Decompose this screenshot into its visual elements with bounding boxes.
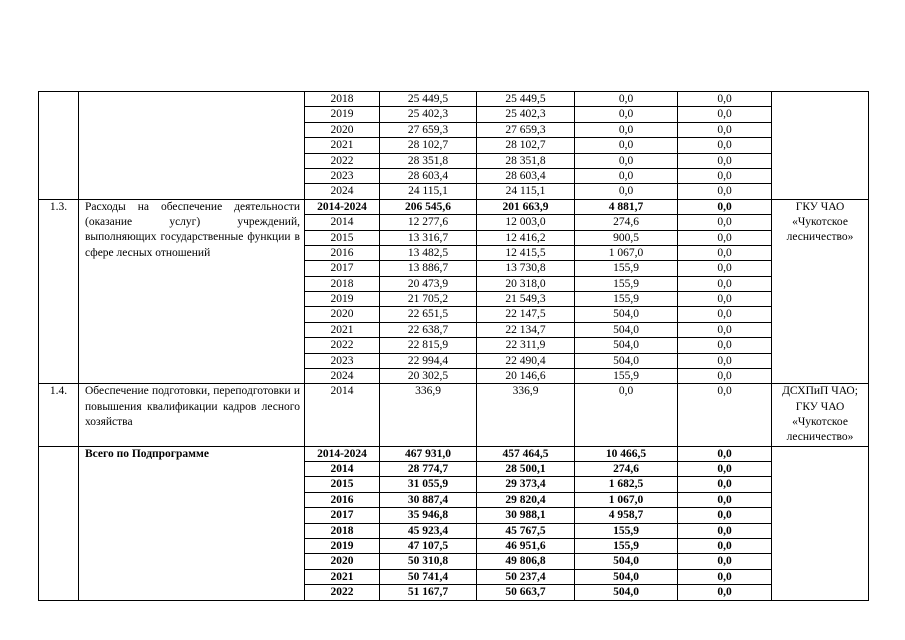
table-row (39, 92, 869, 107)
responsible-cell: ДСХПиП ЧАО; ГКУ ЧАО «Чукотское лесничество» (772, 384, 869, 446)
federal-budget-cell: 155,9 (575, 523, 678, 538)
other-sources-cell: 0,0 (678, 261, 772, 276)
total-cell: 25 402,3 (380, 107, 477, 122)
total-cell: 13 482,5 (380, 245, 477, 260)
district-budget-cell: 29 373,4 (477, 477, 575, 492)
summary-row (39, 446, 869, 461)
year-cell: 2016 (305, 245, 380, 260)
district-budget-cell: 50 663,7 (477, 585, 575, 600)
other-sources-cell: 0,0 (678, 122, 772, 137)
district-budget-cell: 27 659,3 (477, 122, 575, 137)
budget-table (38, 91, 869, 601)
district-budget-cell: 22 147,5 (477, 307, 575, 322)
year-cell: 2022 (305, 338, 380, 353)
other-sources-cell: 0,0 (678, 477, 772, 492)
item-name-cell: Обеспечение подготовки, переподготовки и повышения квалификации кадров лесного хозяйства (79, 384, 305, 446)
district-budget-cell: 22 134,7 (477, 322, 575, 337)
other-sources-cell: 0,0 (678, 554, 772, 569)
other-sources-cell: 0,0 (678, 508, 772, 523)
total-cell: 20 473,9 (380, 276, 477, 291)
total-cell: 27 659,3 (380, 122, 477, 137)
year-cell: 2021 (305, 322, 380, 337)
district-budget-cell: 201 663,9 (477, 199, 575, 214)
federal-budget-cell: 1 067,0 (575, 492, 678, 507)
federal-budget-cell: 0,0 (575, 168, 678, 183)
total-cell: 45 923,4 (380, 523, 477, 538)
total-cell: 13 886,7 (380, 261, 477, 276)
responsible-cell (772, 446, 869, 600)
federal-budget-cell: 504,0 (575, 322, 678, 337)
district-budget-cell: 22 490,4 (477, 353, 575, 368)
district-budget-cell: 12 003,0 (477, 215, 575, 230)
other-sources-cell: 0,0 (678, 107, 772, 122)
total-cell: 12 277,6 (380, 215, 477, 230)
federal-budget-cell: 155,9 (575, 292, 678, 307)
total-cell: 47 107,5 (380, 538, 477, 553)
total-cell: 22 651,5 (380, 307, 477, 322)
federal-budget-cell: 0,0 (575, 92, 678, 107)
year-cell: 2019 (305, 292, 380, 307)
federal-budget-cell: 504,0 (575, 569, 678, 584)
district-budget-cell: 28 603,4 (477, 168, 575, 183)
table-row (39, 384, 869, 446)
district-budget-cell: 50 237,4 (477, 569, 575, 584)
federal-budget-cell: 900,5 (575, 230, 678, 245)
district-budget-cell: 24 115,1 (477, 184, 575, 199)
year-cell: 2014-2024 (305, 446, 380, 461)
federal-budget-cell: 504,0 (575, 307, 678, 322)
year-cell: 2023 (305, 168, 380, 183)
item-name-cell: Расходы на обеспечение деятельности (оказание услуг) учреждений, выполняющих государственные функции в сфере лесных отношений (79, 199, 305, 384)
federal-budget-cell: 0,0 (575, 184, 678, 199)
other-sources-cell: 0,0 (678, 92, 772, 107)
total-cell: 31 055,9 (380, 477, 477, 492)
district-budget-cell: 30 988,1 (477, 508, 575, 523)
total-cell: 28 351,8 (380, 153, 477, 168)
year-cell: 2022 (305, 153, 380, 168)
year-cell: 2018 (305, 523, 380, 538)
total-cell: 28 603,4 (380, 168, 477, 183)
year-cell: 2019 (305, 107, 380, 122)
table-row (39, 199, 869, 214)
item-number-cell (39, 446, 79, 600)
other-sources-cell: 0,0 (678, 199, 772, 214)
district-budget-cell: 45 767,5 (477, 523, 575, 538)
federal-budget-cell: 155,9 (575, 538, 678, 553)
year-cell: 2024 (305, 184, 380, 199)
summary-label-cell: Всего по Подпрограмме (79, 446, 305, 600)
district-budget-cell: 12 416,2 (477, 230, 575, 245)
district-budget-cell: 457 464,5 (477, 446, 575, 461)
other-sources-cell: 0,0 (678, 523, 772, 538)
other-sources-cell: 0,0 (678, 446, 772, 461)
year-cell: 2020 (305, 122, 380, 137)
district-budget-cell: 20 146,6 (477, 369, 575, 384)
district-budget-cell: 22 311,9 (477, 338, 575, 353)
district-budget-cell: 28 500,1 (477, 462, 575, 477)
total-cell: 22 994,4 (380, 353, 477, 368)
district-budget-cell: 49 806,8 (477, 554, 575, 569)
other-sources-cell: 0,0 (678, 353, 772, 368)
other-sources-cell: 0,0 (678, 492, 772, 507)
year-cell: 2020 (305, 554, 380, 569)
federal-budget-cell: 0,0 (575, 122, 678, 137)
district-budget-cell: 21 549,3 (477, 292, 575, 307)
total-cell: 206 545,6 (380, 199, 477, 214)
other-sources-cell: 0,0 (678, 307, 772, 322)
other-sources-cell: 0,0 (678, 569, 772, 584)
year-cell: 2023 (305, 353, 380, 368)
other-sources-cell: 0,0 (678, 184, 772, 199)
year-cell: 2020 (305, 307, 380, 322)
total-cell: 467 931,0 (380, 446, 477, 461)
total-cell: 20 302,5 (380, 369, 477, 384)
total-cell: 22 815,9 (380, 338, 477, 353)
total-cell: 22 638,7 (380, 322, 477, 337)
total-cell: 21 705,2 (380, 292, 477, 307)
district-budget-cell: 29 820,4 (477, 492, 575, 507)
item-number-cell (39, 92, 79, 200)
year-cell: 2016 (305, 492, 380, 507)
total-cell: 13 316,7 (380, 230, 477, 245)
other-sources-cell: 0,0 (678, 153, 772, 168)
federal-budget-cell: 0,0 (575, 384, 678, 446)
other-sources-cell: 0,0 (678, 215, 772, 230)
district-budget-cell: 46 951,6 (477, 538, 575, 553)
other-sources-cell: 0,0 (678, 538, 772, 553)
year-cell: 2014 (305, 215, 380, 230)
federal-budget-cell: 155,9 (575, 276, 678, 291)
year-cell: 2017 (305, 508, 380, 523)
other-sources-cell: 0,0 (678, 369, 772, 384)
other-sources-cell: 0,0 (678, 245, 772, 260)
federal-budget-cell: 4 881,7 (575, 199, 678, 214)
federal-budget-cell: 155,9 (575, 369, 678, 384)
federal-budget-cell: 504,0 (575, 353, 678, 368)
federal-budget-cell: 155,9 (575, 261, 678, 276)
year-cell: 2014-2024 (305, 199, 380, 214)
federal-budget-cell: 274,6 (575, 462, 678, 477)
district-budget-cell: 28 102,7 (477, 138, 575, 153)
item-number-cell: 1.4. (39, 384, 79, 446)
federal-budget-cell: 0,0 (575, 153, 678, 168)
total-cell: 28 102,7 (380, 138, 477, 153)
year-cell: 2014 (305, 462, 380, 477)
other-sources-cell: 0,0 (678, 462, 772, 477)
federal-budget-cell: 1 682,5 (575, 477, 678, 492)
year-cell: 2024 (305, 369, 380, 384)
total-cell: 336,9 (380, 384, 477, 446)
total-cell: 28 774,7 (380, 462, 477, 477)
year-cell: 2015 (305, 230, 380, 245)
total-cell: 25 449,5 (380, 92, 477, 107)
federal-budget-cell: 504,0 (575, 554, 678, 569)
district-budget-cell: 25 449,5 (477, 92, 575, 107)
year-cell: 2019 (305, 538, 380, 553)
total-cell: 30 887,4 (380, 492, 477, 507)
federal-budget-cell: 4 958,7 (575, 508, 678, 523)
year-cell: 2021 (305, 569, 380, 584)
year-cell: 2015 (305, 477, 380, 492)
district-budget-cell: 13 730,8 (477, 261, 575, 276)
district-budget-cell: 336,9 (477, 384, 575, 446)
other-sources-cell: 0,0 (678, 276, 772, 291)
federal-budget-cell: 504,0 (575, 338, 678, 353)
other-sources-cell: 0,0 (678, 168, 772, 183)
year-cell: 2018 (305, 92, 380, 107)
other-sources-cell: 0,0 (678, 230, 772, 245)
year-cell: 2014 (305, 384, 380, 446)
year-cell: 2022 (305, 585, 380, 600)
federal-budget-cell: 504,0 (575, 585, 678, 600)
other-sources-cell: 0,0 (678, 292, 772, 307)
total-cell: 35 946,8 (380, 508, 477, 523)
item-name-cell (79, 92, 305, 200)
district-budget-cell: 28 351,8 (477, 153, 575, 168)
total-cell: 24 115,1 (380, 184, 477, 199)
federal-budget-cell: 0,0 (575, 138, 678, 153)
year-cell: 2017 (305, 261, 380, 276)
year-cell: 2021 (305, 138, 380, 153)
responsible-cell (772, 92, 869, 200)
year-cell: 2018 (305, 276, 380, 291)
other-sources-cell: 0,0 (678, 138, 772, 153)
other-sources-cell: 0,0 (678, 384, 772, 446)
other-sources-cell: 0,0 (678, 338, 772, 353)
total-cell: 51 167,7 (380, 585, 477, 600)
federal-budget-cell: 10 466,5 (575, 446, 678, 461)
federal-budget-cell: 274,6 (575, 215, 678, 230)
district-budget-cell: 25 402,3 (477, 107, 575, 122)
responsible-cell: ГКУ ЧАО «Чукотское лесничество» (772, 199, 869, 384)
total-cell: 50 741,4 (380, 569, 477, 584)
total-cell: 50 310,8 (380, 554, 477, 569)
other-sources-cell: 0,0 (678, 585, 772, 600)
federal-budget-cell: 0,0 (575, 107, 678, 122)
federal-budget-cell: 1 067,0 (575, 245, 678, 260)
district-budget-cell: 20 318,0 (477, 276, 575, 291)
item-number-cell: 1.3. (39, 199, 79, 384)
district-budget-cell: 12 415,5 (477, 245, 575, 260)
other-sources-cell: 0,0 (678, 322, 772, 337)
